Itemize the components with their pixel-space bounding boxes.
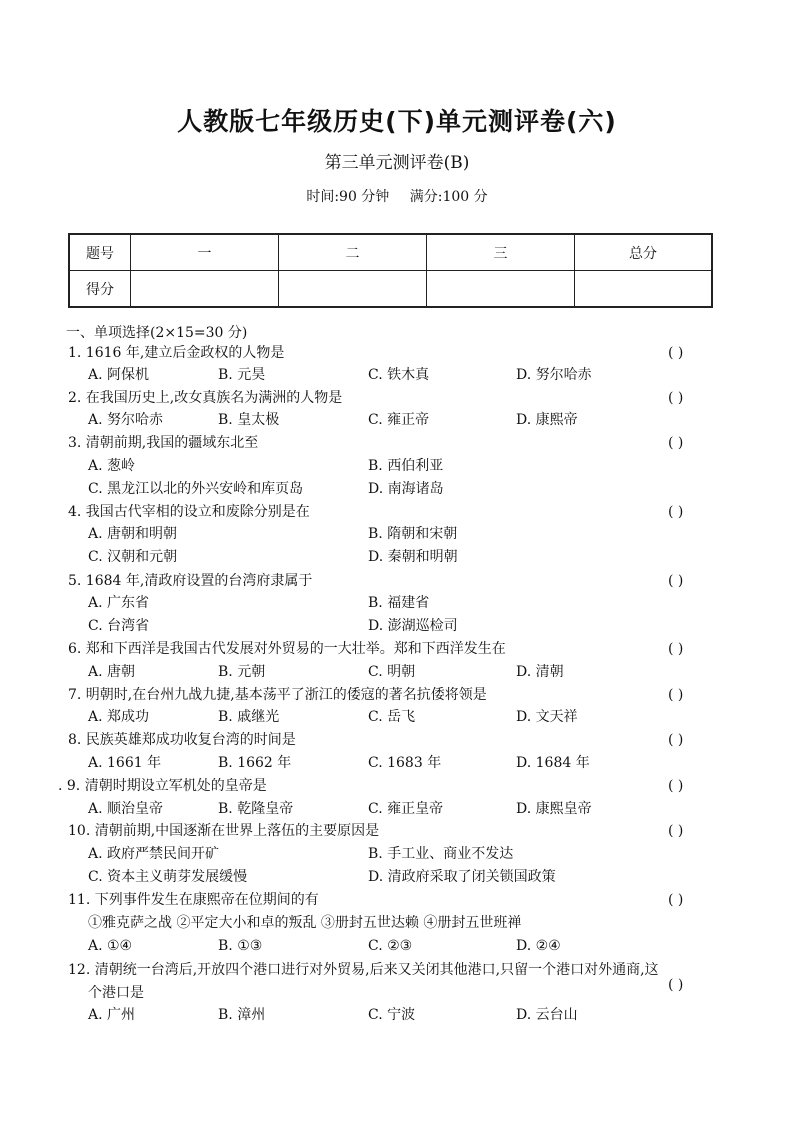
question-stem: 10. 清朝前期,中国逐渐在世界上落伍的主要原因是 <box>68 823 380 839</box>
option-item[interactable]: A. 努尔哈赤 <box>88 412 164 428</box>
option-item[interactable]: A. 唐朝 <box>88 664 136 680</box>
option-item[interactable]: B. 漳州 <box>218 1007 266 1023</box>
score-input-cell[interactable] <box>279 271 427 308</box>
option-item[interactable]: C. 资本主义萌芽发展缓慢 <box>88 869 248 885</box>
score-table-cell: 一 <box>131 234 279 271</box>
option-item[interactable]: B. 隋朝和宋朝 <box>368 526 458 542</box>
question-stem: 4. 我国古代宰相的设立和废除分别是在 <box>68 504 310 520</box>
option-item[interactable]: B. 乾隆皇帝 <box>218 801 294 817</box>
answer-blank[interactable]: ( ) <box>668 435 684 451</box>
option-item[interactable]: D. 澎湖巡检司 <box>368 618 458 634</box>
score-table-cell: 二 <box>279 234 427 271</box>
option-item[interactable]: A. 郑成功 <box>88 709 150 725</box>
option-item[interactable]: C. 雍正帝 <box>368 412 430 428</box>
question-stem-continued: 个港口是 <box>88 985 144 1001</box>
option-item[interactable]: B. 元昊 <box>218 367 266 383</box>
question-stem: 1. 1616 年,建立后金政权的人物是 <box>68 345 285 361</box>
option-item[interactable]: A. 政府严禁民间开矿 <box>88 846 220 862</box>
option-item[interactable]: C. 明朝 <box>368 664 416 680</box>
answer-blank[interactable]: ( ) <box>668 345 684 361</box>
option-item[interactable]: D. 秦朝和明朝 <box>368 549 458 565</box>
score-table-cell: 得分 <box>69 271 131 308</box>
option-item[interactable]: A. 葱岭 <box>88 458 136 474</box>
answer-blank[interactable]: ( ) <box>668 641 684 657</box>
question-items: ①雅克萨之战 ②平定大小和卓的叛乱 ③册封五世达赖 ④册封五世班禅 <box>88 915 522 931</box>
question-stem: 2. 在我国历史上,改女真族名为满洲的人物是 <box>68 390 343 406</box>
option-item[interactable]: D. 康熙帝 <box>516 412 578 428</box>
question-stem: 11. 下列事件发生在康熙帝在位期间的有 <box>68 892 319 908</box>
option-item[interactable]: C. 宁波 <box>368 1007 416 1023</box>
score-input-cell[interactable] <box>575 271 713 308</box>
exam-title: 人教版七年级历史(下)单元测评卷(六) <box>177 107 617 136</box>
answer-blank[interactable]: ( ) <box>668 390 684 406</box>
option-item[interactable]: C. 岳飞 <box>368 709 416 725</box>
option-item[interactable]: B. 戚继光 <box>218 709 280 725</box>
score-input-cell[interactable] <box>427 271 575 308</box>
option-item[interactable]: D. 云台山 <box>516 1007 578 1023</box>
option-item[interactable]: A. ①④ <box>88 938 133 954</box>
question-stem: 7. 明朝时,在台州九战九捷,基本荡平了浙江的倭寇的著名抗倭将领是 <box>68 687 487 703</box>
full-score: 满分:100 分 <box>409 189 488 205</box>
score-table-score-row <box>69 271 712 308</box>
question-stem: 3. 清朝前期,我国的疆域东北至 <box>68 435 259 451</box>
option-item[interactable]: B. 西伯利亚 <box>368 458 444 474</box>
option-item[interactable]: C. 黑龙江以北的外兴安岭和库页岛 <box>88 481 304 497</box>
option-item[interactable]: A. 1661 年 <box>88 755 162 771</box>
answer-blank[interactable]: ( ) <box>668 504 684 520</box>
score-table-cell: 总分 <box>575 234 713 271</box>
option-item[interactable]: B. 手工业、商业不发达 <box>368 846 514 862</box>
option-item[interactable]: D. 康熙皇帝 <box>516 801 592 817</box>
option-item[interactable]: D. 努尔哈赤 <box>516 367 592 383</box>
option-item[interactable]: A. 唐朝和明朝 <box>88 526 178 542</box>
option-item[interactable]: A. 广东省 <box>88 595 150 611</box>
score-table-cell: 题号 <box>69 234 131 271</box>
question-stem: 8. 民族英雄郑成功收复台湾的时间是 <box>68 732 296 748</box>
option-item[interactable]: D. ②④ <box>516 938 561 954</box>
option-item[interactable]: B. ①③ <box>218 938 263 954</box>
option-item[interactable]: D. 1684 年 <box>516 755 590 771</box>
section-heading: 一、单项选择(2×15=30 分) <box>66 325 248 341</box>
option-item[interactable]: A. 阿保机 <box>88 367 150 383</box>
answer-blank[interactable]: ( ) <box>668 977 684 993</box>
option-item[interactable]: B. 元朝 <box>218 664 266 680</box>
answer-blank[interactable]: ( ) <box>668 732 684 748</box>
option-item[interactable]: C. 汉朝和元朝 <box>88 549 178 565</box>
option-item[interactable]: D. 清朝 <box>516 664 564 680</box>
option-item[interactable]: B. 皇太极 <box>218 412 280 428</box>
question-stem: 12. 清朝统一台湾后,开放四个港口进行对外贸易,后来又关闭其他港口,只留一个港口对外通商,这 <box>68 962 659 978</box>
option-item[interactable]: A. 广州 <box>88 1007 136 1023</box>
exam-time-info <box>0 186 794 206</box>
option-item[interactable]: D. 南海诸岛 <box>368 481 444 497</box>
question-stem: 6. 郑和下西洋是我国古代发展对外贸易的一大壮举。郑和下西洋发生在 <box>68 641 506 657</box>
option-item[interactable]: C. 雍正皇帝 <box>368 801 444 817</box>
option-item[interactable]: B. 福建省 <box>368 595 430 611</box>
option-item[interactable]: B. 1662 年 <box>218 755 292 771</box>
answer-blank[interactable]: ( ) <box>668 573 684 589</box>
answer-blank[interactable]: ( ) <box>668 687 684 703</box>
score-table <box>68 233 713 308</box>
score-input-cell[interactable] <box>131 271 279 308</box>
option-item[interactable]: C. 台湾省 <box>88 618 150 634</box>
option-item[interactable]: C. 1683 年 <box>368 755 442 771</box>
answer-blank[interactable]: ( ) <box>668 823 684 839</box>
answer-blank[interactable]: ( ) <box>668 892 684 908</box>
option-item[interactable]: D. 清政府采取了闭关锁国政策 <box>368 869 556 885</box>
option-item[interactable]: D. 文天祥 <box>516 709 578 725</box>
score-table-cell: 三 <box>427 234 575 271</box>
answer-blank[interactable]: ( ) <box>668 778 684 794</box>
score-table-header-row <box>69 234 712 271</box>
option-item[interactable]: A. 顺治皇帝 <box>88 801 164 817</box>
time-limit: 时间:90 分钟 <box>306 189 390 205</box>
question-stem: . 9. 清朝时期设立军机处的皇帝是 <box>58 778 267 794</box>
question-stem: 5. 1684 年,清政府设置的台湾府隶属于 <box>68 573 313 589</box>
exam-subtitle: 第三单元测评卷(B) <box>324 153 470 173</box>
option-item[interactable]: C. ②③ <box>368 938 413 954</box>
option-item[interactable]: C. 铁木真 <box>368 367 430 383</box>
